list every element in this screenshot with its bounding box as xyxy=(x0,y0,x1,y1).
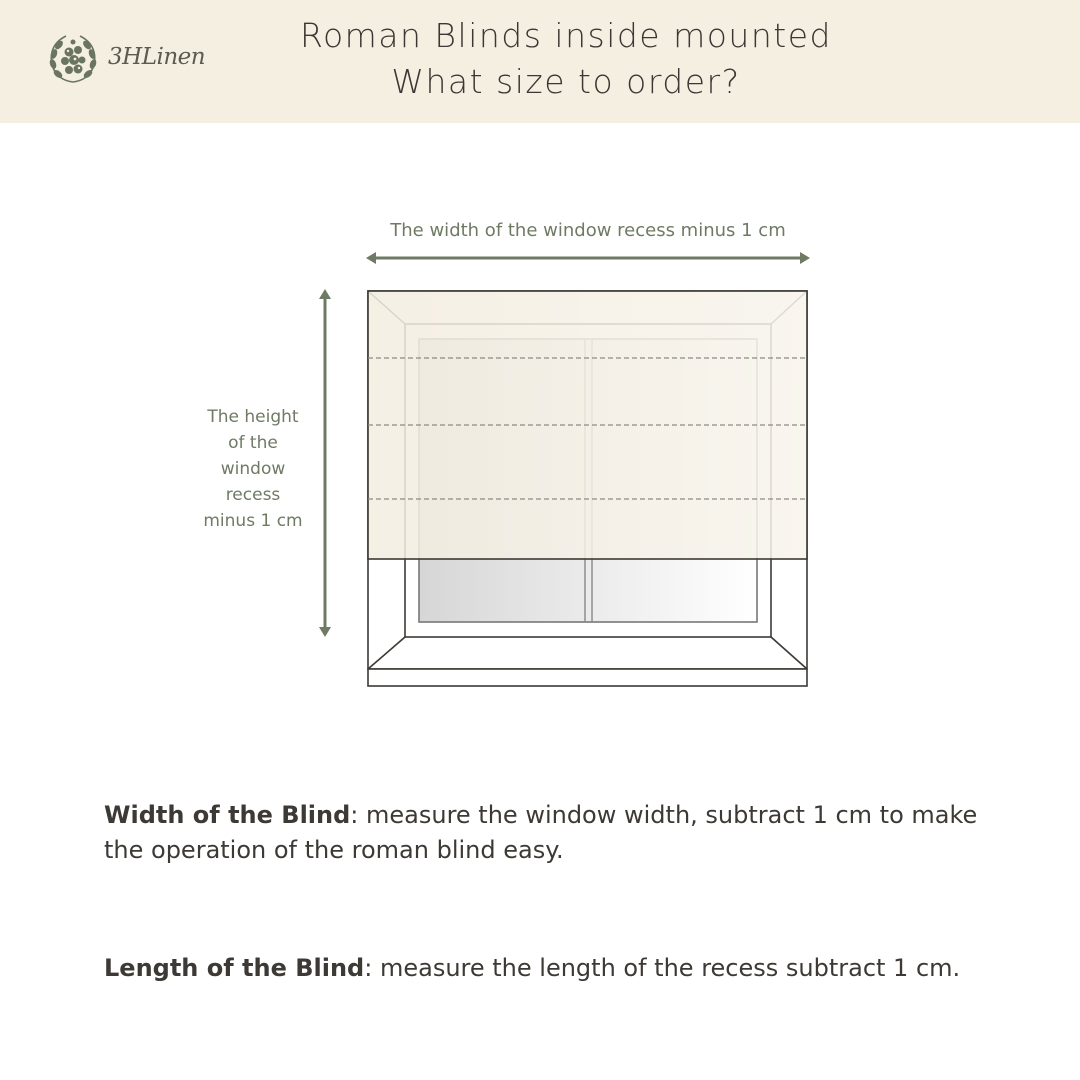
length-text: : measure the length of the recess subtract 1 cm. xyxy=(364,954,961,982)
length-term: Length of the Blind xyxy=(104,954,365,982)
page-subtitle: What size to order? xyxy=(391,62,741,101)
width-instruction xyxy=(104,798,1004,868)
width-label: The width of the window recess minus 1 cm xyxy=(390,220,786,241)
width-term: Width of the Blind xyxy=(104,801,351,829)
window-sill xyxy=(368,669,807,686)
width-arrow xyxy=(366,252,810,264)
height-label-line: recess xyxy=(225,485,281,505)
height-label-line: minus 1 cm xyxy=(203,511,303,531)
height-label-line: window xyxy=(220,459,286,479)
height-label xyxy=(192,404,314,534)
height-label-line: The height xyxy=(207,407,299,427)
brand-name: 3HLinen xyxy=(108,44,206,70)
height-arrow xyxy=(319,289,331,637)
width-text: : measure the window width, subtract 1 cm to make the operation of the roman blind easy. xyxy=(104,801,978,864)
roman-blind xyxy=(368,291,807,559)
height-label-line: of the xyxy=(228,433,278,453)
page-title: Roman Blinds inside mounted xyxy=(300,16,832,55)
length-instruction xyxy=(104,951,1004,986)
